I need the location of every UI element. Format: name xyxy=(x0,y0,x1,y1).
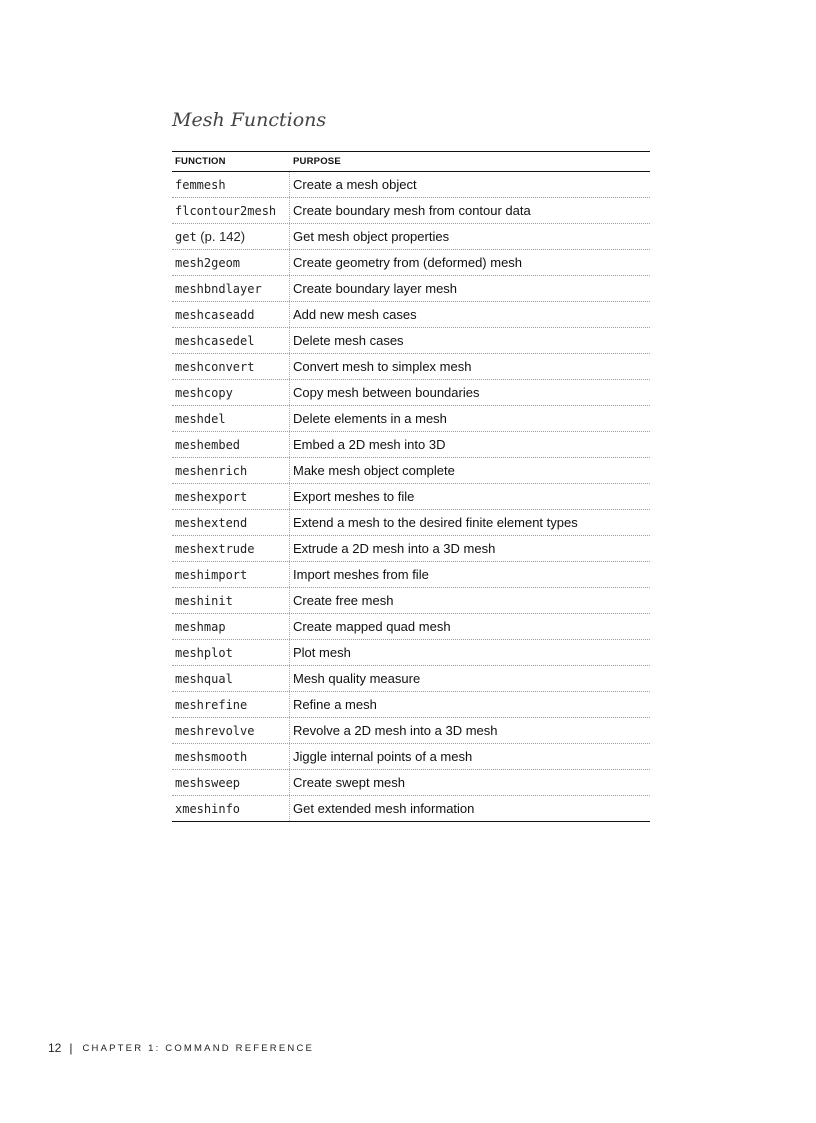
function-cell xyxy=(172,432,290,457)
purpose-cell xyxy=(290,410,650,428)
purpose-text: Create free mesh xyxy=(293,592,394,608)
table-row xyxy=(172,562,650,588)
purpose-text: Refine a mesh xyxy=(293,696,377,712)
purpose-text: Embed a 2D mesh into 3D xyxy=(293,436,446,452)
function-cell xyxy=(172,796,290,821)
purpose-text: Extend a mesh to the desired finite element types xyxy=(293,514,578,530)
function-name: meshmap xyxy=(175,619,226,634)
table-row xyxy=(172,770,650,796)
table-row xyxy=(172,250,650,276)
purpose-cell xyxy=(290,618,650,636)
purpose-cell xyxy=(290,800,650,818)
purpose-text: Plot mesh xyxy=(293,644,351,660)
function-cell xyxy=(172,172,290,197)
table-row xyxy=(172,640,650,666)
purpose-cell xyxy=(290,696,650,714)
table-body xyxy=(172,172,650,822)
function-name: meshcasedel xyxy=(175,333,255,348)
function-cell xyxy=(172,718,290,743)
function-cell xyxy=(172,536,290,561)
function-cell xyxy=(172,250,290,275)
table-row xyxy=(172,302,650,328)
function-name: flcontour2mesh xyxy=(175,203,277,218)
function-name: meshsmooth xyxy=(175,749,248,764)
table-row xyxy=(172,380,650,406)
function-cell xyxy=(172,198,290,223)
function-cell xyxy=(172,666,290,691)
function-name: femmesh xyxy=(175,177,226,192)
function-name: meshinit xyxy=(175,593,233,608)
function-code: get xyxy=(175,230,197,244)
purpose-text: Create swept mesh xyxy=(293,774,405,790)
function-cell xyxy=(172,770,290,795)
purpose-cell xyxy=(290,202,650,220)
purpose-cell xyxy=(290,722,650,740)
function-name: xmeshinfo xyxy=(175,801,241,816)
purpose-cell xyxy=(290,540,650,558)
purpose-cell xyxy=(290,748,650,766)
table-row xyxy=(172,276,650,302)
purpose-cell xyxy=(290,592,650,610)
page-footer xyxy=(48,1041,314,1055)
function-cell xyxy=(172,640,290,665)
header-purpose: PURPOSE xyxy=(293,156,341,167)
function-name: meshrefine xyxy=(175,697,248,712)
purpose-cell xyxy=(290,670,650,688)
header-function: FUNCTION xyxy=(175,156,226,167)
function-cell xyxy=(172,276,290,301)
function-cell xyxy=(172,328,290,353)
function-name: meshextend xyxy=(175,515,248,530)
purpose-text: Make mesh object complete xyxy=(293,462,455,478)
purpose-text: Mesh quality measure xyxy=(293,670,421,686)
function-name xyxy=(175,229,245,244)
function-cell xyxy=(172,484,290,509)
table-row xyxy=(172,172,650,198)
purpose-cell xyxy=(290,358,650,376)
function-name: meshplot xyxy=(175,645,233,660)
function-cell xyxy=(172,510,290,535)
purpose-text: Extrude a 2D mesh into a 3D mesh xyxy=(293,540,496,556)
function-name: meshrevolve xyxy=(175,723,255,738)
table-row xyxy=(172,224,650,250)
section-title: Mesh Functions xyxy=(172,109,327,131)
function-name: meshenrich xyxy=(175,463,248,478)
table-row xyxy=(172,718,650,744)
function-cell xyxy=(172,614,290,639)
function-name: meshconvert xyxy=(175,359,255,374)
table-row xyxy=(172,692,650,718)
function-name: meshextrude xyxy=(175,541,255,556)
purpose-cell xyxy=(290,228,650,246)
table-row xyxy=(172,510,650,536)
purpose-cell xyxy=(290,462,650,480)
table-row xyxy=(172,198,650,224)
function-cell xyxy=(172,302,290,327)
function-name: meshimport xyxy=(175,567,248,582)
chapter-label: CHAPTER 1: COMMAND REFERENCE xyxy=(82,1042,315,1054)
function-cell xyxy=(172,354,290,379)
function-name: mesh2geom xyxy=(175,255,241,270)
footer-separator: | xyxy=(69,1041,73,1055)
purpose-cell xyxy=(290,644,650,662)
purpose-text: Create boundary mesh from contour data xyxy=(293,202,531,218)
table-row xyxy=(172,406,650,432)
purpose-cell xyxy=(290,332,650,350)
function-name: meshsweep xyxy=(175,775,241,790)
purpose-cell xyxy=(290,436,650,454)
purpose-cell xyxy=(290,306,650,324)
table-row xyxy=(172,588,650,614)
page-number: 12 xyxy=(48,1041,62,1055)
function-name: meshembed xyxy=(175,437,241,452)
page-reference: (p. 142) xyxy=(196,229,246,244)
purpose-text: Jiggle internal points of a mesh xyxy=(293,748,473,764)
purpose-text: Delete elements in a mesh xyxy=(293,410,447,426)
function-cell xyxy=(172,458,290,483)
function-cell xyxy=(172,692,290,717)
function-cell xyxy=(172,406,290,431)
table-row xyxy=(172,666,650,692)
purpose-text: Get mesh object properties xyxy=(293,228,450,244)
purpose-cell xyxy=(290,488,650,506)
function-name: meshcaseadd xyxy=(175,307,255,322)
purpose-text: Add new mesh cases xyxy=(293,306,417,322)
table-row xyxy=(172,484,650,510)
table-row xyxy=(172,536,650,562)
function-name: meshbndlayer xyxy=(175,281,262,296)
purpose-cell xyxy=(290,254,650,272)
function-name: meshdel xyxy=(175,411,226,426)
table-row xyxy=(172,328,650,354)
table-row xyxy=(172,744,650,770)
purpose-text: Convert mesh to simplex mesh xyxy=(293,358,472,374)
purpose-text: Create mapped quad mesh xyxy=(293,618,451,634)
function-cell xyxy=(172,224,290,249)
purpose-text: Copy mesh between boundaries xyxy=(293,384,480,400)
function-cell xyxy=(172,744,290,769)
purpose-text: Create a mesh object xyxy=(293,176,417,192)
function-cell xyxy=(172,588,290,613)
function-name: meshcopy xyxy=(175,385,233,400)
purpose-text: Export meshes to file xyxy=(293,488,415,504)
purpose-cell xyxy=(290,280,650,298)
function-cell xyxy=(172,380,290,405)
function-name: meshqual xyxy=(175,671,233,686)
table-row xyxy=(172,796,650,822)
purpose-text: Delete mesh cases xyxy=(293,332,404,348)
table-header xyxy=(172,151,650,172)
purpose-text: Revolve a 2D mesh into a 3D mesh xyxy=(293,722,498,738)
purpose-cell xyxy=(290,514,650,532)
purpose-text: Import meshes from file xyxy=(293,566,429,582)
function-cell xyxy=(172,562,290,587)
mesh-functions-table xyxy=(172,151,650,822)
purpose-cell xyxy=(290,384,650,402)
purpose-cell xyxy=(290,176,650,194)
function-name: meshexport xyxy=(175,489,248,504)
table-row xyxy=(172,432,650,458)
purpose-cell xyxy=(290,566,650,584)
purpose-text: Create geometry from (deformed) mesh xyxy=(293,254,523,270)
purpose-text: Create boundary layer mesh xyxy=(293,280,458,296)
table-row xyxy=(172,614,650,640)
table-row xyxy=(172,458,650,484)
purpose-cell xyxy=(290,774,650,792)
purpose-text: Get extended mesh information xyxy=(293,800,475,816)
table-row xyxy=(172,354,650,380)
